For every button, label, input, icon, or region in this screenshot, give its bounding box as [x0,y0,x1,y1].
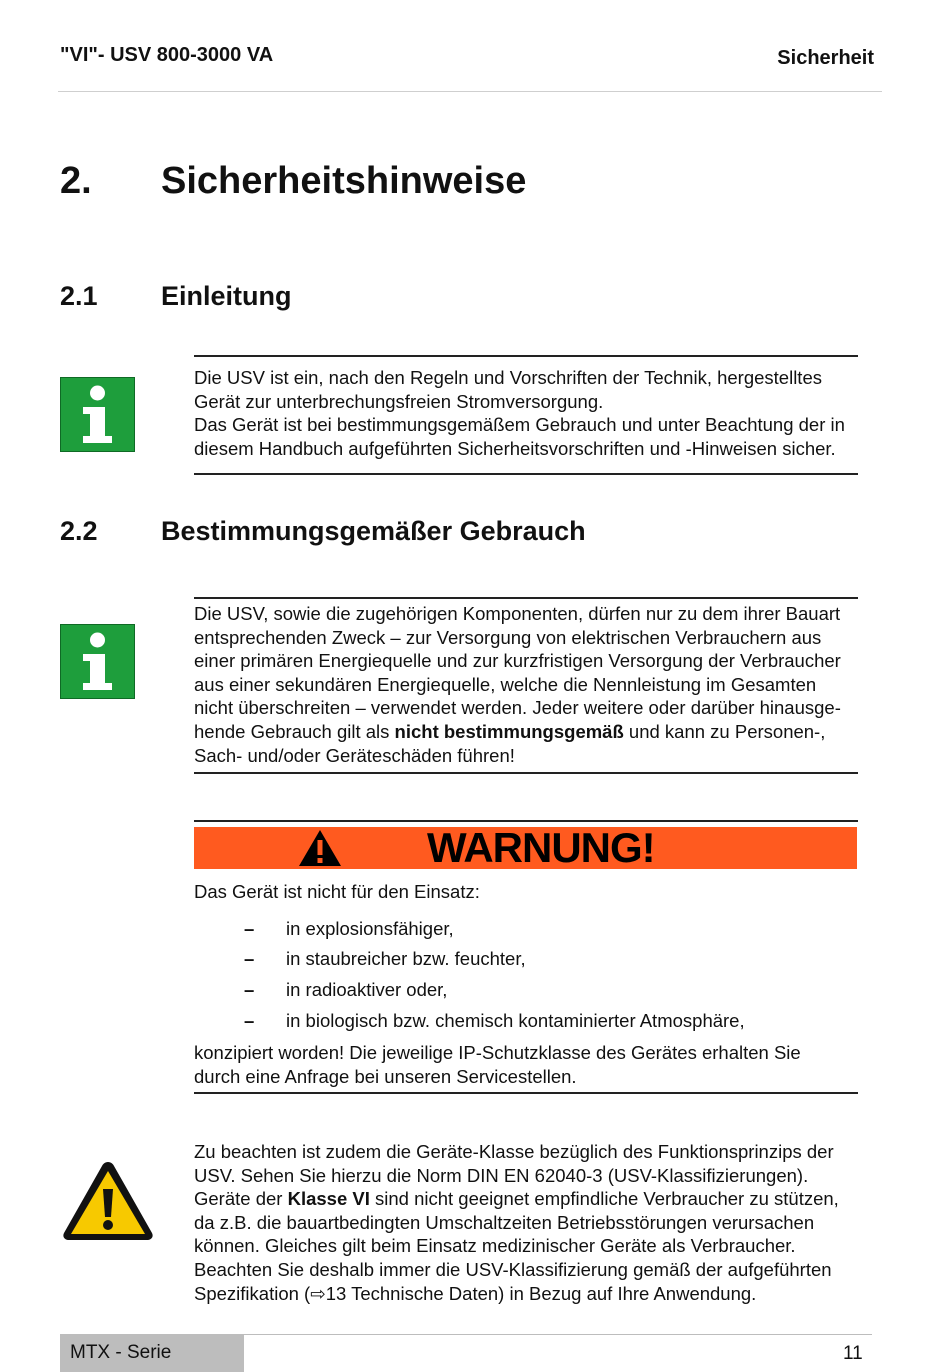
page-number: 11 [843,1343,863,1364]
text-line: diesem Handbuch aufgeführten Sicherheitsvorschriften und -Hinweisen sicher. [194,437,836,459]
text-line: Sach- und/oder Geräteschäden führen! [194,744,515,766]
usage-text [194,602,866,767]
text-line: nicht überschreiten – verwendet werden. Jeder weitere oder darüber hinausge- [194,697,841,719]
emphasis-not-intended: nicht bestimmungsgemäß [394,720,624,742]
subsection-number-2-1: 2.1 [60,281,98,311]
block-rule-top [194,597,858,599]
text-line: Zu beachten ist zudem die Geräte-Klasse bezüglich des Funktionsprinzips der [194,1141,834,1162]
text-line: Beachten Sie deshalb immer die USV-Klassifizierung gemäß der aufgeführten [194,1258,832,1280]
list-item: in biologisch bzw. chemisch kontaminierter Atmosphäre, [286,1010,745,1031]
list-item: in explosionsfähiger, [286,918,454,939]
text-line: entsprechenden Zweck – zur Versorgung von elektrischen Verbrauchern aus [194,626,822,648]
warning-rule-top [194,820,858,822]
subsection-number-2-2: 2.2 [60,516,98,546]
text-line: Das Gerät ist bei bestimmungsgemäßem Gebrauch und unter Beachtung der in [194,414,845,436]
warning-triangle-icon [61,1159,155,1243]
list-item: in staubreicher bzw. feuchter, [286,948,526,969]
text-line: Die USV, sowie die zugehörigen Komponenten, dürfen nur zu dem ihrer Bauart [194,603,841,624]
emphasis-class: Klasse VI [287,1188,370,1210]
caution-text [194,1140,866,1305]
block-rule-top [194,355,858,357]
footer-divider [244,1334,872,1335]
warning-outro [194,1041,866,1088]
list-dash: – [244,918,255,939]
text-line: Gerät zur unterbrechungsfreien Stromversorgung. [194,390,604,412]
warning-label: WARNUNG! [427,824,655,871]
warning-intro: Das Gerät ist nicht für den Einsatz: [194,881,480,902]
text-line: aus einer sekundären Energiequelle, welche die Nennleistung im Gesamten [194,673,817,695]
footer-series-label: MTX - Serie [70,1342,172,1363]
block-rule-bottom [194,473,858,475]
text-line: da z.B. die bauartbedingten Umschaltzeiten Betriebsstörungen verursachen [194,1211,815,1233]
warning-rule-bottom [194,1092,858,1094]
text-line: einer primären Energiequelle und zur kurzfristigen Versorgung der Verbraucher [194,650,841,672]
cross-reference-link[interactable]: 13 Technische Daten) in Bezug auf Ihre Anwendung. [325,1282,757,1304]
header-title: "VI"- USV 800-3000 VA [60,44,274,66]
intro-text [194,366,866,460]
block-rule-bottom [194,772,858,774]
subsection-title-2-1: Einleitung [161,281,292,311]
warning-triangle-icon [298,829,342,867]
list-dash: – [244,948,255,969]
text-line: Geräte der Klasse VI sind nicht geeignet empfindliche Verbraucher zu stützen, [194,1188,839,1210]
text-line: konzipiert worden! Die jeweilige IP-Schutzklasse des Gerätes erhalten Sie [194,1042,801,1063]
section-number: 2. [60,160,92,202]
header-section: Sicherheit [777,47,874,69]
list-item: in radioaktiver oder, [286,979,448,1000]
header-divider [58,91,882,92]
text-line: durch eine Anfrage bei unseren Servicestellen. [194,1065,577,1087]
info-icon [60,377,135,452]
info-icon [60,624,135,699]
subsection-title-2-2: Bestimmungsgemäßer Gebrauch [161,516,586,546]
text-line: USV. Sehen Sie hierzu die Norm DIN EN 62040-3 (USV-Klassifizierungen). [194,1164,809,1186]
reference-arrow-icon: ⇨ [310,1282,326,1304]
text-line: hende Gebrauch gilt als nicht bestimmungsgemäß und kann zu Personen-, [194,720,826,742]
list-dash: – [244,1010,255,1031]
text-line: Die USV ist ein, nach den Regeln und Vorschriften der Technik, hergestelltes [194,367,822,388]
section-title: Sicherheitshinweise [161,160,527,202]
text-line: Spezifikation (⇨13 Technische Daten) in Bezug auf Ihre Anwendung. [194,1282,757,1304]
text-line: können. Gleiches gilt beim Einsatz medizinischer Geräte als Verbraucher. [194,1235,796,1257]
list-dash: – [244,979,255,1000]
